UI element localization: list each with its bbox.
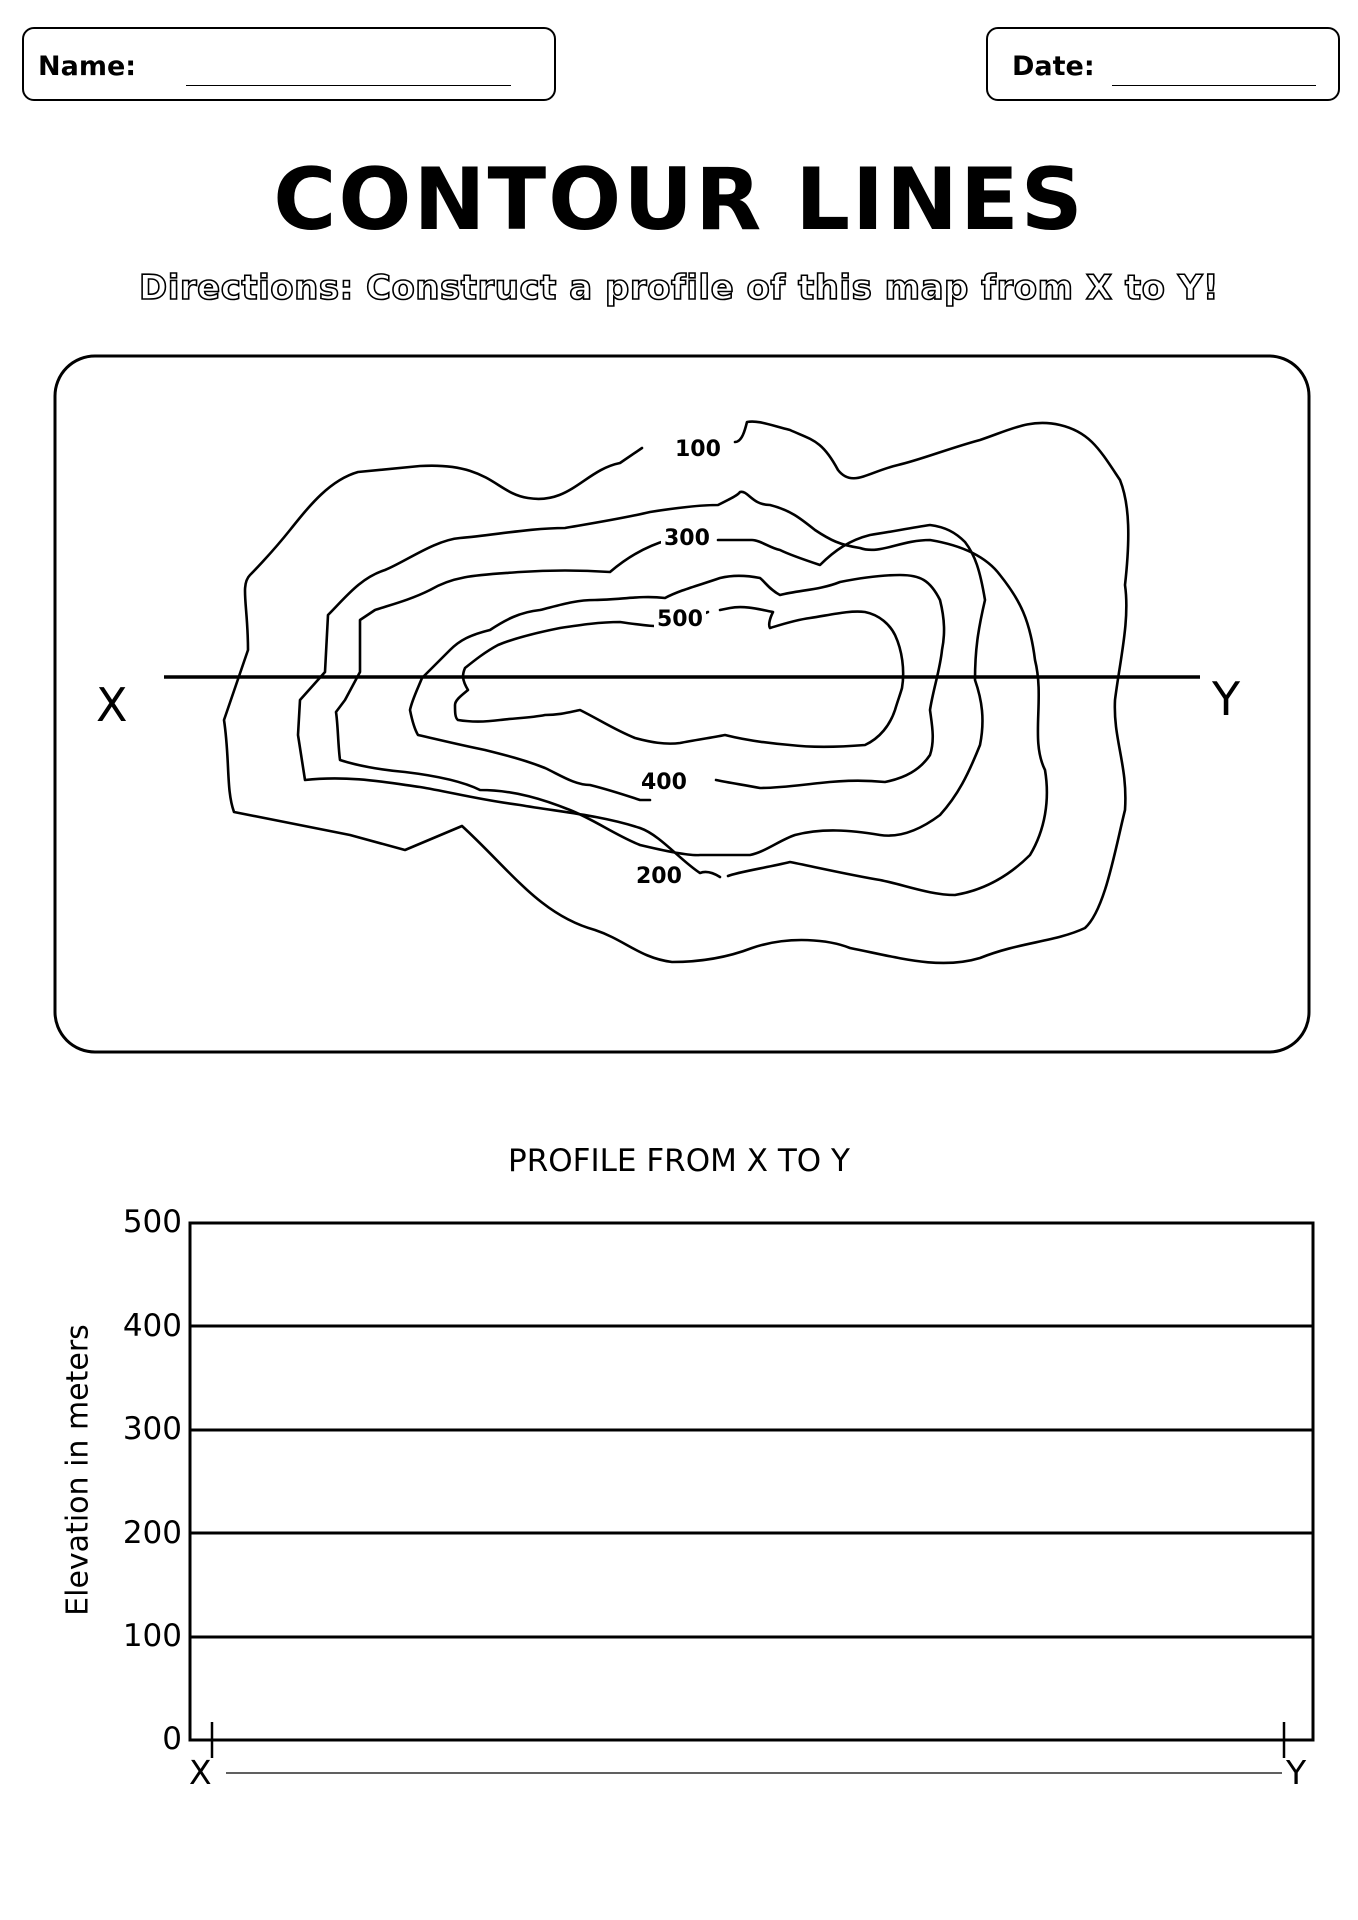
contour-label-300: 300 — [661, 526, 713, 551]
ytick-500: 500 — [122, 1204, 182, 1240]
contour-label-400: 400 — [638, 770, 690, 795]
ytick-100: 100 — [122, 1618, 182, 1654]
map-start-label: X — [96, 678, 128, 732]
y-axis-label: Elevation in meters — [60, 1324, 96, 1616]
contour-label-200: 200 — [633, 864, 685, 889]
ytick-200: 200 — [122, 1515, 182, 1551]
profile-x-label: X — [189, 1753, 212, 1792]
map-end-label: Y — [1212, 672, 1241, 726]
contour-label-500: 500 — [654, 607, 706, 632]
contour-label-100: 100 — [672, 437, 724, 462]
page-title: CONTOUR LINES — [273, 150, 1085, 250]
name-label: Name: — [38, 51, 137, 82]
ytick-300: 300 — [122, 1411, 182, 1447]
profile-grid-frame — [190, 1223, 1313, 1740]
ytick-0: 0 — [162, 1721, 182, 1757]
date-label: Date: — [1012, 51, 1095, 82]
profile-title: PROFILE FROM X TO Y — [508, 1143, 850, 1179]
directions-text: Directions: Construct a profile of this map from X to Y! — [139, 268, 1219, 308]
ytick-400: 400 — [122, 1308, 182, 1344]
profile-y-label: Y — [1286, 1753, 1307, 1792]
